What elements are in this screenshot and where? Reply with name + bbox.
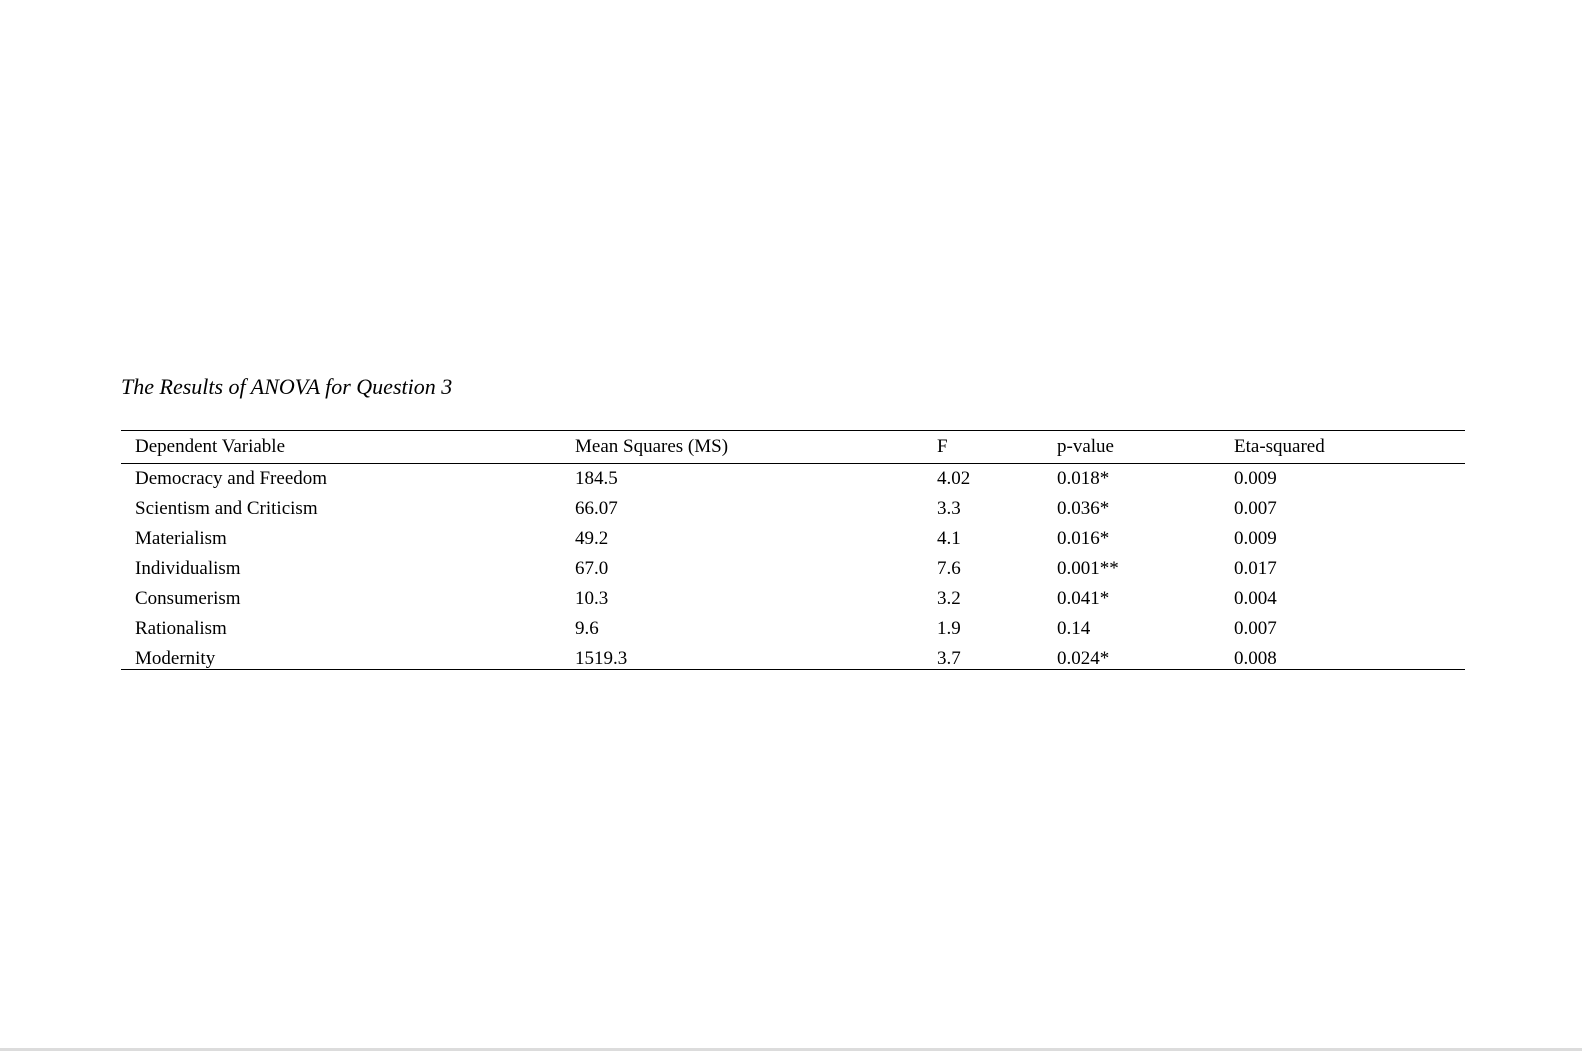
cell-dependent-variable: Scientism and Criticism [135,498,318,519]
cell-f: 7.6 [937,558,961,579]
cell-f: 3.2 [937,588,961,609]
cell-mean-squares: 66.07 [575,498,618,519]
header-p-value: p-value [1057,436,1114,457]
header-dependent-variable: Dependent Variable [135,436,286,457]
cell-p-value: 0.024* [1043,644,1220,670]
cell-f: 3.7 [923,644,1043,670]
cell-mean-squares: 184.5 [575,468,618,489]
table-row [121,644,1465,670]
cell-dependent-variable: Individualism [135,558,241,579]
cell-p-value: 0.001** [1057,558,1119,579]
cell-eta-squared: 0.004 [1234,588,1277,609]
table-row [121,554,1465,584]
cell-f: 3.3 [937,498,961,519]
cell-p-value: 0.018* [1057,468,1110,489]
cell-eta-squared: 0.007 [1234,618,1277,639]
cell-mean-squares: 10.3 [575,588,609,609]
table-title: The Results of ANOVA for Question 3 [121,374,453,399]
cell-p-value: 0.041* [1057,588,1110,609]
table-body [121,464,1465,670]
cell-dependent-variable: Modernity [121,644,561,670]
cell-eta-squared: 0.017 [1234,558,1277,579]
table-row [121,494,1465,524]
cell-mean-squares: 49.2 [575,528,609,549]
cell-mean-squares: 1519.3 [561,644,923,670]
cell-eta-squared: 0.008 [1220,644,1465,670]
header-eta-squared: Eta-squared [1234,436,1325,457]
cell-f: 1.9 [937,618,961,639]
header-f: F [937,436,948,457]
cell-p-value: 0.016* [1057,528,1110,549]
cell-eta-squared: 0.009 [1234,528,1277,549]
cell-dependent-variable: Materialism [135,528,227,549]
header-row [121,431,1465,464]
anova-results-table [121,430,1465,670]
cell-mean-squares: 67.0 [575,558,609,579]
cell-p-value: 0.14 [1057,618,1091,639]
table-row [121,584,1465,614]
cell-eta-squared: 0.009 [1234,468,1277,489]
cell-dependent-variable: Democracy and Freedom [135,468,328,489]
cell-dependent-variable: Consumerism [135,588,241,609]
header-mean-squares: Mean Squares (MS) [575,436,729,457]
table-row [121,614,1465,644]
table-row [121,524,1465,554]
table-header [121,431,1465,464]
cell-dependent-variable: Rationalism [135,618,227,639]
cell-mean-squares: 9.6 [575,618,599,639]
cell-f: 4.1 [937,528,961,549]
cell-p-value: 0.036* [1057,498,1110,519]
table-row [121,464,1465,495]
cell-f: 4.02 [937,468,971,489]
cell-eta-squared: 0.007 [1234,498,1277,519]
